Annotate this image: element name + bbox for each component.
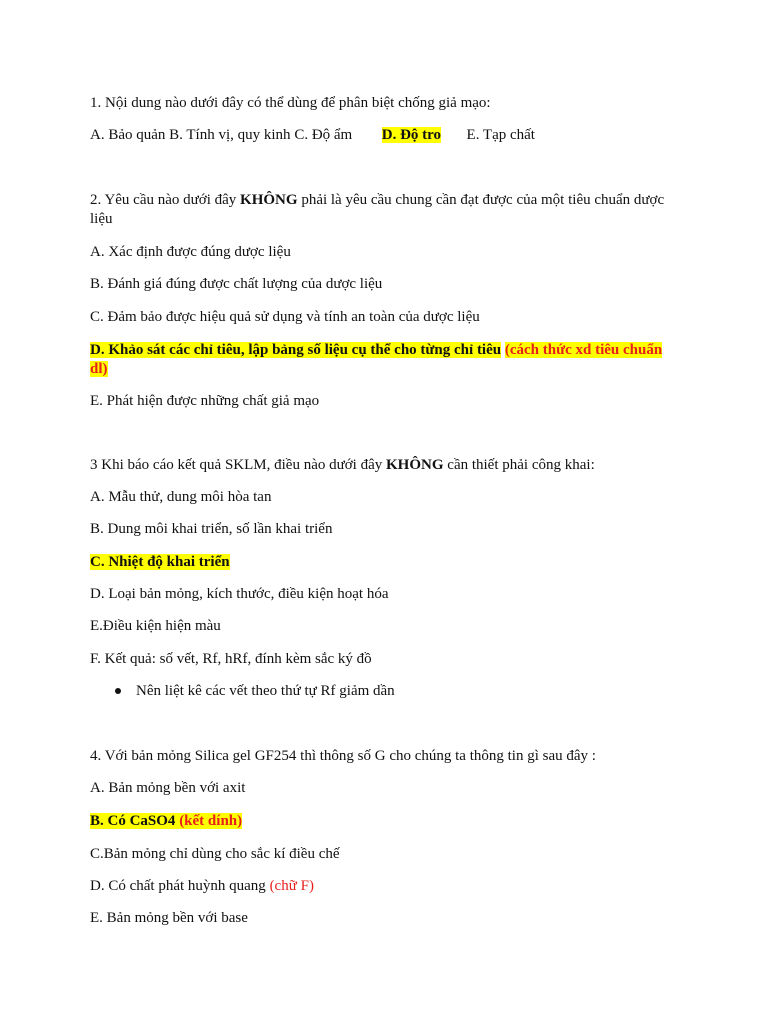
q3-question-pre: 3 Khi báo cáo kết quả SKLM, điều nào dưới đây bbox=[90, 457, 387, 473]
q3-question-keyword: KHÔNG bbox=[386, 457, 444, 473]
q4-option-d-note: (chữ F) bbox=[269, 878, 314, 894]
q1-question: 1. Nội dung nào dưới đây có thể dùng để phân biệt chống giả mạo: bbox=[90, 95, 491, 111]
q3-option-c-answer bbox=[90, 553, 680, 572]
q4-option-b-text: B. Có CaSO4 bbox=[90, 813, 176, 829]
q4-option-b-answer bbox=[90, 812, 680, 831]
q1-option-a: A. Bảo quản bbox=[90, 127, 166, 143]
q1-option-e: E. Tạp chất bbox=[466, 127, 535, 143]
q3-bullet-note: Nên liệt kê các vết theo thứ tự Rf giảm dần bbox=[136, 683, 395, 699]
q3-option-d: D. Loại bản mỏng, kích thước, điều kiện hoạt hóa bbox=[90, 586, 389, 602]
q2-option-d-text: D. Khảo sát các chỉ tiêu, lập bảng số liệu cụ thể cho từng chỉ tiêu bbox=[90, 342, 502, 358]
q2-question-keyword: KHÔNG bbox=[240, 192, 298, 208]
q4-option-e: E. Bản mỏng bền với base bbox=[90, 910, 248, 926]
q3-option-f: F. Kết quả: số vết, Rf, hRf, đính kèm sắc ký đồ bbox=[90, 651, 372, 667]
q2-option-d-answer bbox=[90, 341, 680, 379]
q2-option-a: A. Xác định được đúng dược liệu bbox=[90, 244, 291, 260]
q1-option-d-answer: D. Độ tro bbox=[381, 127, 442, 143]
q4-option-d bbox=[90, 877, 680, 896]
q1-option-c: C. Độ ẩm bbox=[294, 127, 353, 143]
q2-question-post: phải là yêu cầu chung cần đạt được của một tiêu chuẩn dược liệu bbox=[90, 192, 665, 227]
bullet-icon bbox=[115, 688, 121, 694]
q2-option-c: C. Đảm bảo được hiệu quả sử dụng và tính an toàn của dược liệu bbox=[90, 309, 480, 325]
q3-option-a: A. Mẫu thử, dung môi hòa tan bbox=[90, 489, 272, 505]
q4-option-d-text: D. Có chất phát huỳnh quang bbox=[90, 878, 266, 894]
q1-options bbox=[90, 126, 680, 145]
q2-question bbox=[90, 191, 680, 229]
q3-question-post: cần thiết phải công khai: bbox=[443, 457, 595, 473]
q1-option-b: B. Tính vị, quy kinh bbox=[169, 127, 291, 143]
q4-option-a: A. Bản mỏng bền với axit bbox=[90, 780, 246, 796]
q2-question-pre: 2. Yêu cầu nào dưới đây bbox=[90, 192, 241, 208]
q3-option-b: B. Dung môi khai triển, số lần khai triển bbox=[90, 521, 333, 537]
q4-option-b-note: (kết dính) bbox=[179, 813, 243, 829]
q2-option-b: B. Đánh giá đúng được chất lượng của dược liệu bbox=[90, 276, 383, 292]
q4-option-c: C.Bản mỏng chỉ dùng cho sắc kí điều chế bbox=[90, 846, 340, 862]
q3-option-c-text: C. Nhiệt độ khai triển bbox=[90, 554, 230, 570]
q4-question: 4. Với bản mỏng Silica gel GF254 thì thông số G cho chúng ta thông tin gì sau đây : bbox=[90, 748, 596, 764]
q2-option-d-note: (cách thức xd tiêu chuẩn dl) bbox=[90, 342, 663, 377]
q2-option-e: E. Phát hiện được những chất giả mạo bbox=[90, 393, 320, 409]
q3-question bbox=[90, 456, 680, 475]
q3-option-e: E.Điều kiện hiện màu bbox=[90, 618, 221, 634]
